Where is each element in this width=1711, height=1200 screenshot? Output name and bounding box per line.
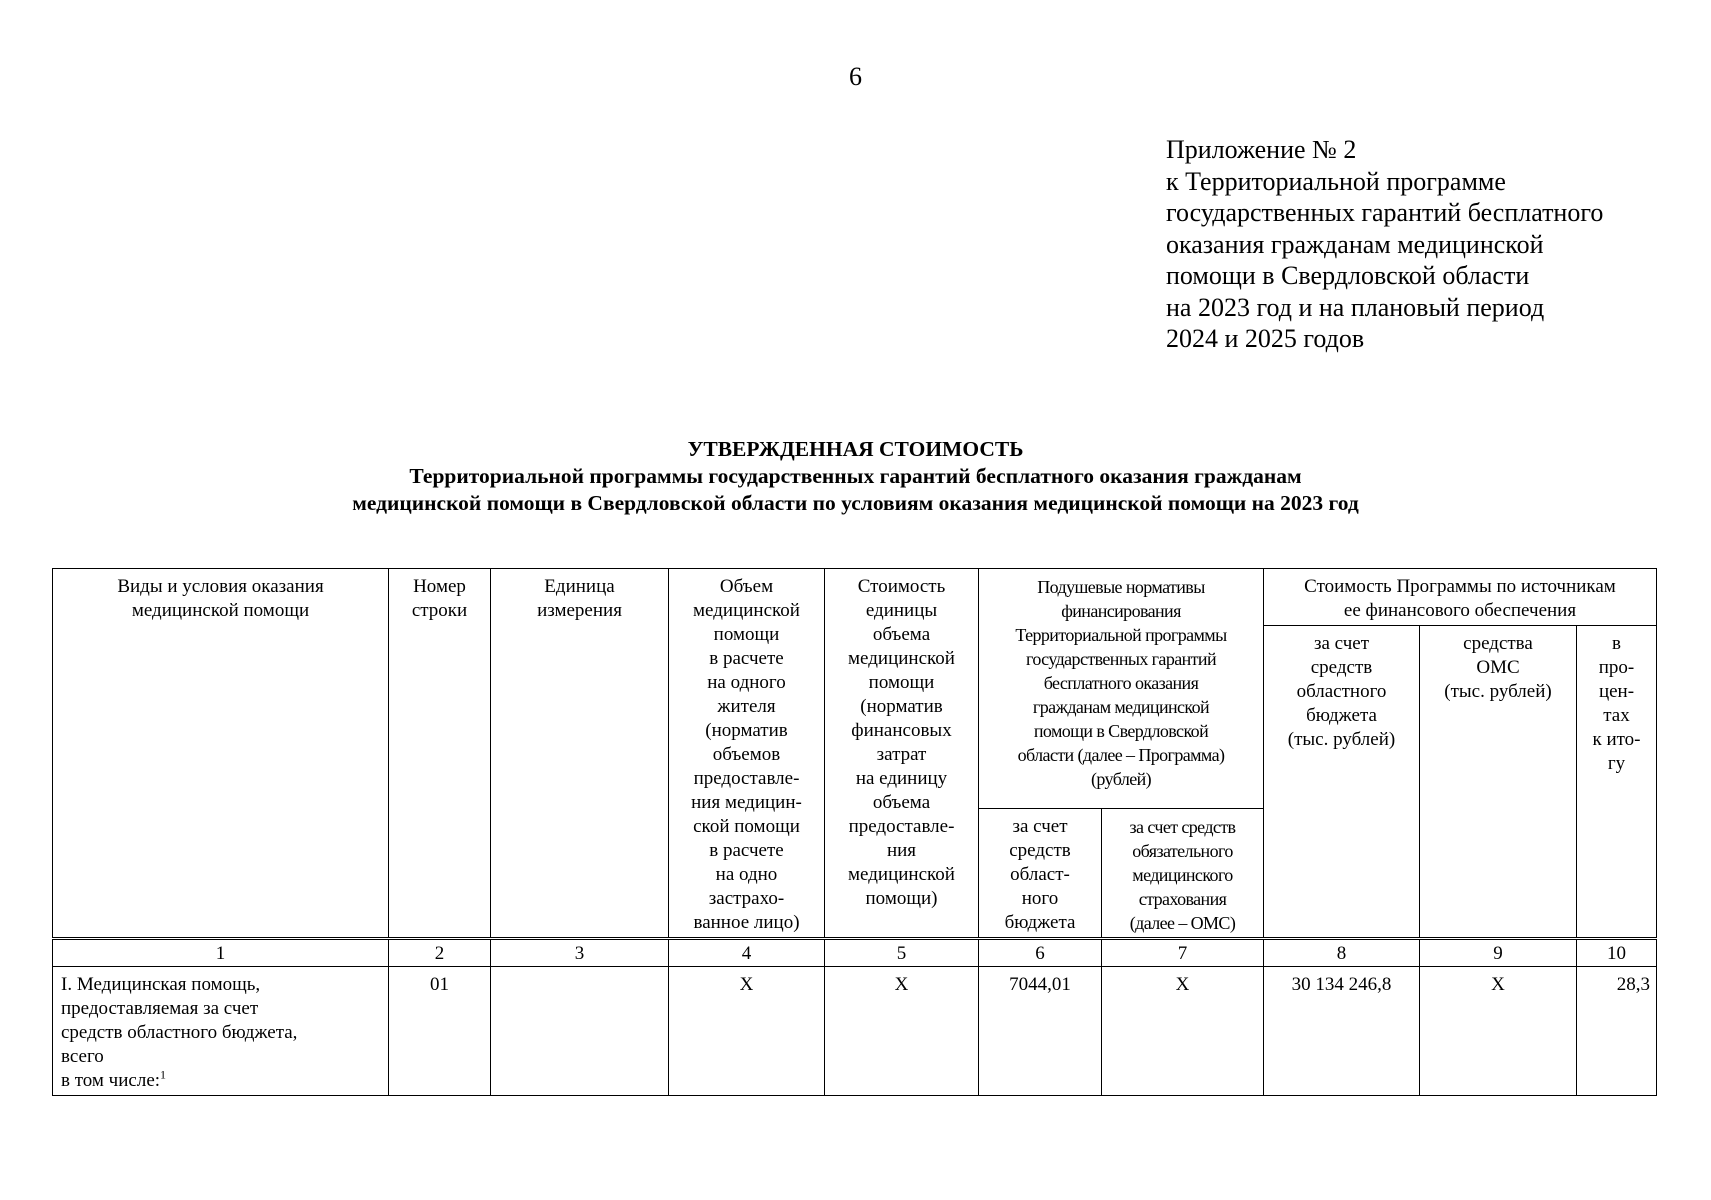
appendix-line: государственных гарантий бесплатного — [1166, 198, 1604, 227]
column-number: 4 — [669, 939, 825, 967]
header-unit-cost: Стоимость единицы объема медицинской помощи (норматив финансовых затрат на единицу объема предоставле- ния медицинской помощи) — [825, 569, 979, 939]
cell-name-text: I. Медицинская помощь, предоставляемая за счет средств областного бюджета, всего в том числе: — [61, 974, 298, 1091]
header-cost-oms: средства ОМС (тыс. рублей) — [1420, 626, 1577, 939]
cell-per-capita-regional: 7044,01 — [979, 967, 1102, 1096]
document-title — [0, 436, 1711, 517]
column-number: 3 — [491, 939, 669, 967]
column-number: 7 — [1102, 939, 1264, 967]
column-number-row — [53, 939, 1657, 967]
column-number: 8 — [1264, 939, 1420, 967]
header-cost-regional: за счет средств областного бюджета (тыс. рублей) — [1264, 626, 1420, 939]
cell-cost-oms: Х — [1420, 967, 1577, 1096]
table-row — [53, 967, 1657, 1096]
cell-per-capita-oms: Х — [1102, 967, 1264, 1096]
title-line: УТВЕРЖДЕННАЯ СТОИМОСТЬ — [687, 437, 1024, 461]
cell-volume: Х — [669, 967, 825, 1096]
column-number: 10 — [1577, 939, 1657, 967]
header-per-capita: Подушевые нормативы финансирования Территориальной программы государственных гарантий бесплатного оказания гражданам медицинской помощи в Свердловской области (далее – Программа) (рублей) — [979, 569, 1264, 809]
appendix-line: на 2023 год и на плановый период — [1166, 292, 1545, 322]
appendix-line: оказания гражданам медицинской — [1166, 229, 1544, 259]
title-line: медицинской помощи в Свердловской области по условиям оказания медицинской помощи на 2023 год — [352, 491, 1359, 515]
column-number: 5 — [825, 939, 979, 967]
appendix-line: к Территориальной программе — [1166, 166, 1506, 196]
appendix-line: Приложение № 2 — [1166, 135, 1357, 164]
header-row-number: Номер строки — [389, 569, 491, 939]
header-row — [53, 569, 1657, 626]
appendix-line: 2024 и 2025 годов — [1166, 324, 1365, 353]
cell-unit — [491, 967, 669, 1096]
cell-cost-regional: 30 134 246,8 — [1264, 967, 1420, 1096]
header-unit: Единица измерения — [491, 569, 669, 939]
appendix-line: помощи в Свердловской области — [1166, 261, 1530, 290]
column-number: 1 — [53, 939, 389, 967]
cell-row-number: 01 — [389, 967, 491, 1096]
header-program-cost: Стоимость Программы по источникам ее финансового обеспечения — [1264, 569, 1657, 626]
footnote-mark: 1 — [160, 1067, 167, 1082]
header-cost-percent: в про- цен- тах к ито- гу — [1577, 626, 1657, 939]
column-number: 9 — [1420, 939, 1577, 967]
cost-table — [52, 568, 1657, 1096]
header-types: Виды и условия оказания медицинской помощи — [53, 569, 389, 939]
column-number: 2 — [389, 939, 491, 967]
appendix-note — [1166, 134, 1686, 355]
column-number: 6 — [979, 939, 1102, 967]
cell-cost-percent: 28,3 — [1577, 967, 1657, 1096]
title-line: Территориальной программы государственных гарантий бесплатного оказания гражданам — [409, 464, 1302, 488]
header-per-capita-regional: за счет средств област- ного бюджета — [979, 809, 1102, 939]
cell-name — [53, 967, 389, 1096]
cell-unit-cost: Х — [825, 967, 979, 1096]
header-volume: Объем медицинской помощи в расчете на одного жителя (норматив объемов предоставле- ния медицин- ской помощи в расчете на одно застрахо- ванное лицо) — [669, 569, 825, 939]
page-number: 6 — [849, 62, 862, 91]
header-per-capita-oms: за счет средств обязательного медицинского страхования (далее – ОМС) — [1102, 809, 1264, 939]
